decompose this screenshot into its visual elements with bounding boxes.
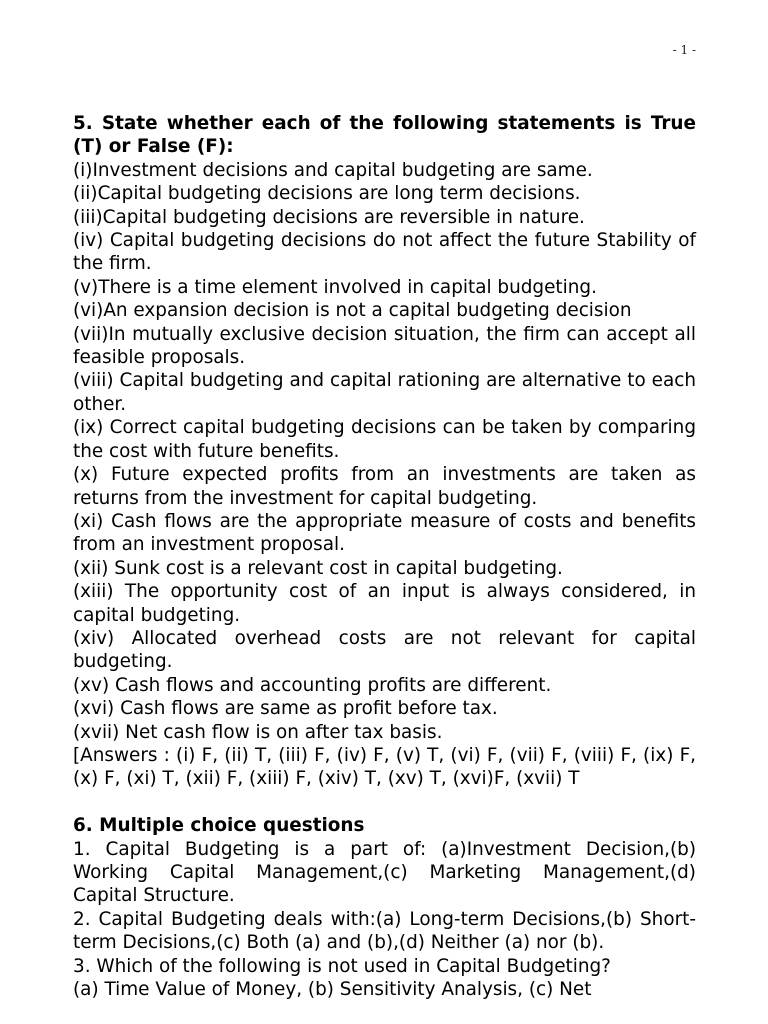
statement-item: (vii)In mutually exclusive decision situation, the firm can accept all feasible proposals. <box>73 323 696 369</box>
question-options-partial: (a) Time Value of Money, (b) Sensitivity Analysis, (c) Net <box>73 979 592 1001</box>
statement-item: (i)Investment decisions and capital budgeting are same. <box>73 159 593 181</box>
statement-item: (x) Future expected profits from an investments are taken as returns from the investment for capital budgeting. <box>73 464 696 509</box>
statement-item: (xvii) Net cash flow is on after tax basis. <box>73 721 443 743</box>
question-item: 2. Capital Budgeting deals with:(a) Long-term Decisions,(b) Short-term Decisions,(c) Both (a) and (b),(d) Neither (a) nor (b). <box>73 908 696 954</box>
statement-item: (iii)Capital budgeting decisions are reversible in nature. <box>73 206 585 228</box>
answers-key: [Answers : (i) F, (ii) T, (iii) F, (iv) F, (v) T, (vi) F, (vii) F, (viii) F, (ix) F, (x) F, (xi) T, (xii) F, (xiii) F, (xiv) T, (xv) T, (xvi)F, (xvii) T <box>73 744 696 790</box>
document-body <box>73 112 696 1001</box>
statement-item: (xiii) The opportunity cost of an input is always considered, in capital budgeting. <box>73 581 696 626</box>
statement-item: (xi) Cash flows are the appropriate measure of costs and benefits from an investment proposal. <box>73 510 696 556</box>
statement-item: (iv) Capital budgeting decisions do not affect the future Stability of the firm. <box>73 230 696 275</box>
page-number: - 1 - <box>672 43 696 57</box>
statement-item: (xvi) Cash flows are same as profit before tax. <box>73 698 498 720</box>
question-item: 1. Capital Budgeting is a part of: (a)Investment Decision,(b) Working Capital Management,(c) Marketing Management,(d) Capital Structure. <box>73 838 696 907</box>
statement-item: (ii)Capital budgeting decisions are long term decisions. <box>73 183 581 205</box>
statement-item: (xiv) Allocated overhead costs are not relevant for capital budgeting. <box>73 627 696 673</box>
statement-item: (xv) Cash flows and accounting profits are different. <box>73 674 552 696</box>
section-6-heading: 6. Multiple choice questions <box>73 815 365 837</box>
question-item: 3. Which of the following is not used in Capital Budgeting? <box>73 955 611 977</box>
section-spacer <box>73 791 696 814</box>
section-5-heading: 5. State whether each of the following statements is True (T) or False (F): <box>73 113 696 158</box>
statement-item: (vi)An expansion decision is not a capital budgeting decision <box>73 300 632 322</box>
statement-item: (xii) Sunk cost is a relevant cost in capital budgeting. <box>73 557 563 579</box>
statement-item: (v)There is a time element involved in capital budgeting. <box>73 276 597 298</box>
statement-item: (viii) Capital budgeting and capital rationing are alternative to each other. <box>73 370 696 415</box>
statement-item: (ix) Correct capital budgeting decisions can be taken by comparing the cost with future benefits. <box>73 417 696 462</box>
